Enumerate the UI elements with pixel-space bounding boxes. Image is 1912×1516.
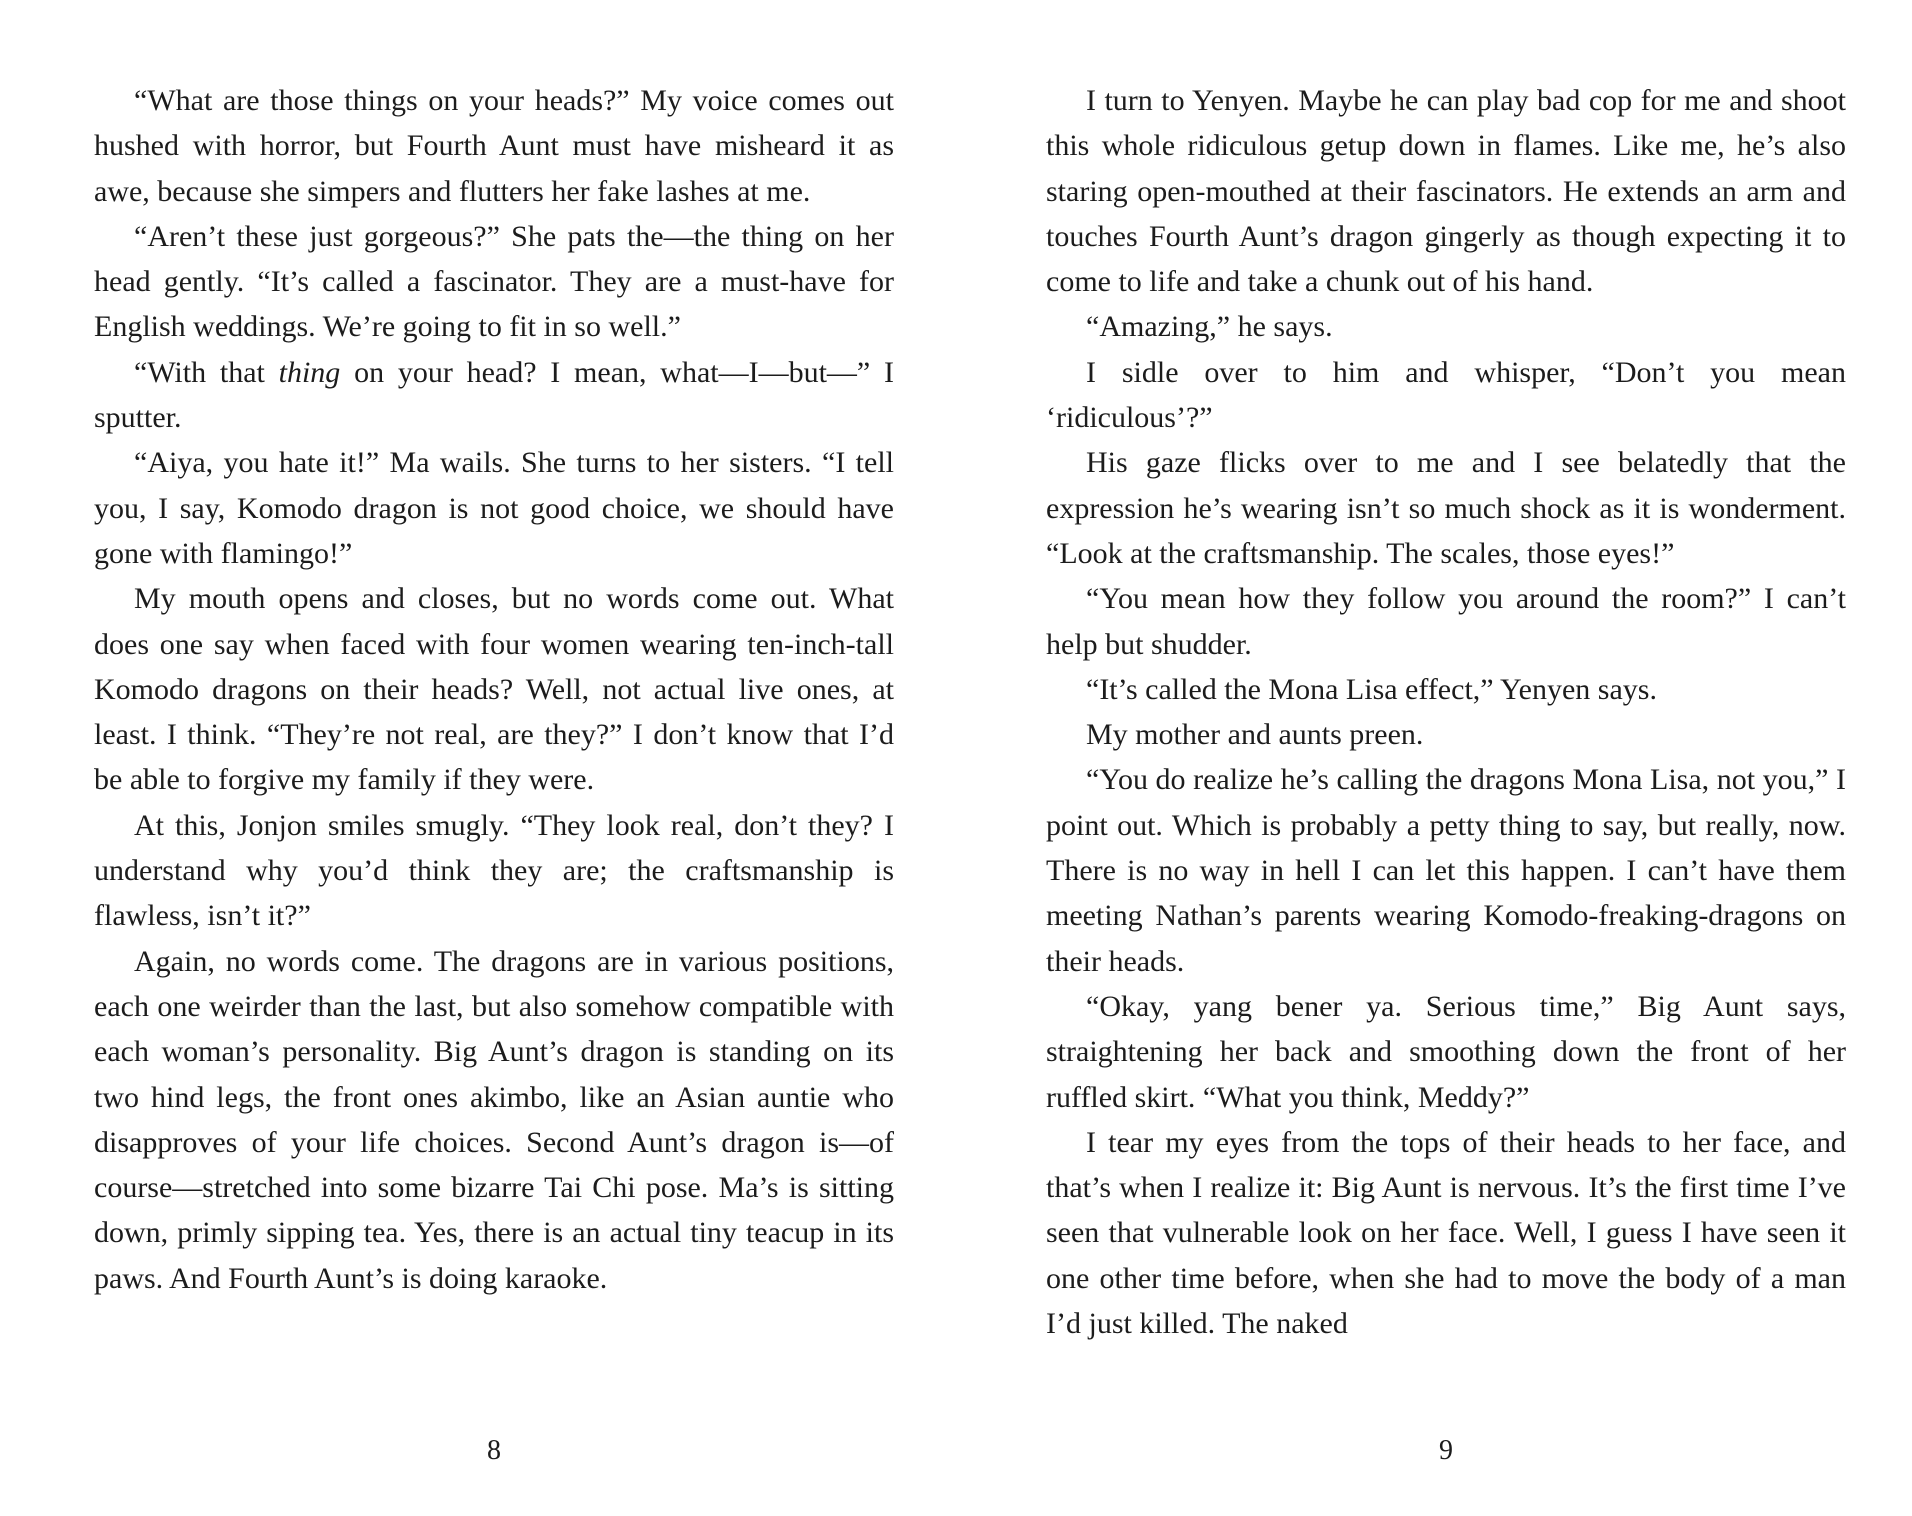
right-page-text [1046, 78, 1846, 1346]
paragraph: At this, Jonjon smiles smugly. “They look real, don’t they? I understand why you’d think they are; the craftsmanship is flawless, isn’t it?” [94, 808, 894, 933]
paragraph: My mother and aunts preen. [1086, 718, 1424, 752]
paragraph: “Aiya, you hate it!” Ma wails. She turns to her sisters. “I tell you, I say, Komodo dragon is not good choice, we should have gone with flamingo!” [94, 446, 894, 570]
paragraph: “What are those things on your heads?” My voice comes out hushed with horror, but Fourth Aunt must have misheard it as awe, because she simpers and flutters her fake lashes at me. [94, 84, 894, 208]
paragraph-text: “With that [134, 355, 279, 389]
paragraph: “Amazing,” he says. [1086, 310, 1333, 344]
paragraph: “You do realize he’s calling the dragons Mona Lisa, not you,” I point out. Which is probably a petty thing to say, but really, now. There is no way in hell I can let this happen. I can’t have them meeting Nathan’s parents wearing Komodo-freaking-dragons on their heads. [1046, 763, 1846, 978]
paragraph: I tear my eyes from the tops of their heads to her face, and that’s when I realize it: Big Aunt is nervous. It’s the first time I’ve seen that vulnerable look on her face. Well, I guess I have seen it one other time before, when she had to move the body of a man I’d just killed. The naked [1046, 1125, 1846, 1341]
paragraph: I turn to Yenyen. Maybe he can play bad cop for me and shoot this whole ridiculous getup down in flames. Like me, he’s also staring open-mouthed at their fascinators. He extends an arm and touches Fourth Aunt’s dragon gingerly as though expecting it to come to life and take a chunk out of his hand. [1046, 84, 1846, 299]
paragraph: “It’s called the Mona Lisa effect,” Yenyen says. [1086, 672, 1657, 706]
paragraph: Again, no words come. The dragons are in various positions, each one weirder than the last, but also somehow compatible with each woman’s personality. Big Aunt’s dragon is standing on its two hind legs, the front ones akimbo, like an Asian auntie who disapproves of your life choices. Second Aunt’s dragon is—of course—stretched into some bizarre Tai Chi pose. Ma’s is sitting down, primly sipping tea. Yes, there is an actual tiny teacup in its paws. And Fourth Aunt’s is doing karaoke. [94, 944, 894, 1295]
paragraph: His gaze flicks over to me and I see belatedly that the expression he’s wearing isn’t so much shock as it is wonderment. “Look at the craftsmanship. The scales, those eyes!” [1046, 446, 1846, 570]
right-page [1046, 78, 1846, 1478]
paragraph-text: on your head? I mean, what—I—but—” I sputter. [94, 355, 894, 435]
paragraph: My mouth opens and closes, but no words come out. What does one say when faced with four women wearing ten-inch-tall Komodo dragons on their heads? Well, not actual live ones, at least. I think. “They’re not real, are they?” I don’t know that I’d be able to forgive my family if they were. [94, 582, 894, 797]
paragraph: I sidle over to him and whisper, “Don’t you mean ‘ridiculous’?” [1046, 355, 1846, 435]
paragraph [94, 350, 894, 441]
emphasized-word: thing [278, 355, 341, 389]
left-page [94, 78, 894, 1478]
paragraph: “Okay, yang bener ya. Serious time,” Big Aunt says, straightening her back and smoothing down the front of her ruffled skirt. “What you think, Meddy?” [1046, 989, 1846, 1114]
paragraph: “Aren’t these just gorgeous?” She pats the—the thing on her head gently. “It’s called a fascinator. They are a must-have for English weddings. We’re going to fit in so well.” [94, 219, 894, 344]
paragraph: “You mean how they follow you around the room?” I can’t help but shudder. [1046, 582, 1846, 661]
page-number: 8 [487, 1435, 501, 1466]
page-number: 9 [1439, 1435, 1453, 1466]
left-page-text [94, 78, 894, 1301]
